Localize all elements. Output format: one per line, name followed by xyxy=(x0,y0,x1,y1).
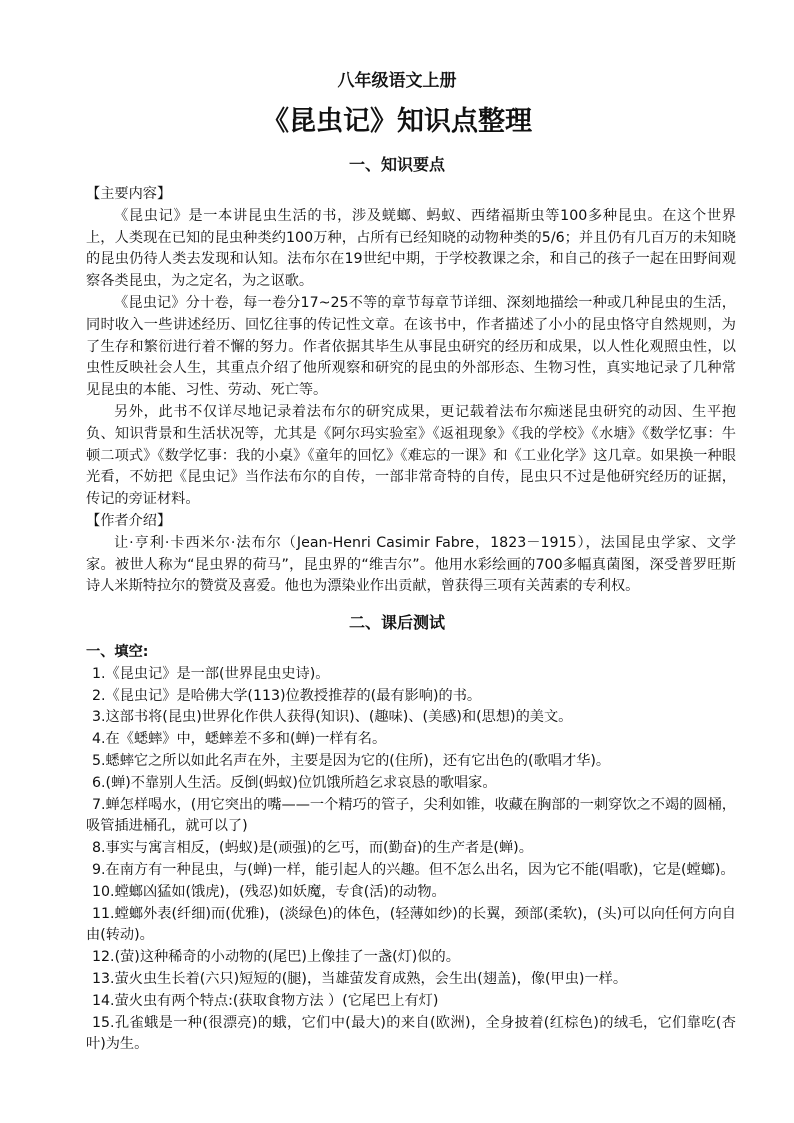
question-item: 1.《昆虫记》是一部(世界昆虫史诗)。 xyxy=(92,665,330,682)
question-item: 6.(蝉)不靠别人生活。反倒(蚂蚁)位饥饿所趋乞求哀恳的歌唱家。 xyxy=(92,774,497,791)
question-item: 9.在南方有一种昆虫，与(蝉)一样，能引起人的兴趣。但不怎么出名，因为它不能(唱歌)，它是(螳螂)。 xyxy=(92,861,735,878)
question-item: 13.萤火虫生长着(六只)短短的(腿)，当雄萤发育成熟，会生出(翅盖)，像(甲虫)一样。 xyxy=(92,970,628,987)
question-item: 7.蝉怎样喝水，(用它突出的嘴——一个精巧的管子，尖利如锥，收藏在胸部的一刺穿饮之不竭的圆桶，吸管插进桶孔，就可以了) xyxy=(86,796,736,835)
section-heading-test: 二、课后测试 xyxy=(348,613,445,632)
paragraph-2: 《昆虫记》分十卷，每一卷分17~25不等的章节每章节详细、深刻地描绘一种或几种昆虫的生活，同时收入一些讲述经历、回忆往事的传记性文章。在该书中，作者描述了小小的昆虫恪守自然规则，为了生存和繁衍进行着不懈的努力。作者依据其毕生从事昆虫研究的经历和成果，以人性化观照虫性，以虫性反映社会人生，其重点介绍了他所观察和研究的昆虫的外部形态、生物习性，真实地记录了几种常见昆虫的本能、习性、劳动、死亡等。 xyxy=(86,294,736,399)
page-title: 《昆虫记》知识点整理 xyxy=(262,106,532,137)
question-item: 2.《昆虫记》是哈佛大学(113)位教授推荐的(最有影响)的书。 xyxy=(92,687,482,704)
knowledge-section-body xyxy=(86,184,736,598)
question-item: 11.螳螂外表(纤细)而(优雅)，(淡绿色)的体色，(轻薄如纱)的长翼，颈部(柔软)，(头)可以向任何方向自由(转动)。 xyxy=(86,905,736,944)
question-item: 4.在《蟋蟀》中，蟋蟀差不多和(蝉)一样有名。 xyxy=(92,731,387,748)
question-item: 3.这部书将(昆虫)世界化作供人获得(知识)、(趣味)、(美感)和(思想)的美文。 xyxy=(92,709,573,726)
grade-heading: 八年级语文上册 xyxy=(337,71,457,91)
question-item: 14.萤火虫有两个特点:(获取食物方法 ）(它尾巴上有灯) xyxy=(92,992,439,1009)
paragraph-3: 另外，此书不仅详尽地记录着法布尔的研究成果，更记载着法布尔痴迷昆虫研究的动因、生平抱负、知识背景和生活状况等，尤其是《阿尔玛实验室》《返祖现象》《我的学校》《水塘》《数学忆事：牛顿二项式》《数学忆事：我的小桌》《童年的回忆》《难忘的一课》和《工业化学》这几章。如果换一种眼光看，不妨把《昆虫记》当作法布尔的自传，一部非常奇特的自传，昆虫只不过是他研究经历的证据，传记的旁证材料。 xyxy=(86,403,736,508)
main-content-label: 【主要内容】 xyxy=(86,186,172,202)
author-label: 【作者介绍】 xyxy=(86,512,172,529)
fill-blank-heading: 一、填空: xyxy=(86,644,149,660)
section-heading-knowledge: 一、知识要点 xyxy=(348,155,445,174)
question-item: 10.螳螂凶猛如(饿虎)，(残忍)如妖魔，专食(活)的动物。 xyxy=(92,883,446,900)
paragraph-author: 让·亨利·卡西米尔·法布尔（Jean-Henri Casimir Fabre，1823－1915），法国昆虫学家、文学家。被世人称为“昆虫界的荷马”，昆虫界的“维吉尔”。他用水彩绘画的700多幅真菌图，深受普罗旺斯诗人米斯特拉尔的赞赏及喜爱。他也为漂染业作出贡献，曾获得三项有关茜素的专利权。 xyxy=(86,534,736,595)
question-item: 5.蟋蟀它之所以如此名声在外，主要是因为它的(住所)，还有它出色的(歌唱才华)。 xyxy=(92,752,611,769)
question-item: 8.事实与寓言相反，(蚂蚁)是(顽强)的乞丐，而(勤奋)的生产者是(蝉)。 xyxy=(92,840,533,857)
question-item: 15.孔雀蛾是一种(很漂亮)的蛾，它们中(最大)的来自(欧洲)，全身披着(红棕色)的绒毛，它们靠吃(杏叶)为生。 xyxy=(86,1014,736,1053)
question-item: 12.(萤)这种稀奇的小动物的(尾巴)上像挂了一盏(灯)似的。 xyxy=(92,949,460,966)
test-section-body xyxy=(86,642,736,1056)
paragraph-1: 《昆虫记》是一本讲昆虫生活的书，涉及蜣螂、蚂蚁、西绪福斯虫等100多种昆虫。在这个世界上，人类现在已知的昆虫种类约100万种，占所有已经知晓的动物种类的5/6；并且仍有几百万的未知晓的昆虫仍待人类去发现和认知。法布尔在19世纪中期，于学校教课之余，和自己的孩子一起在田野间观察各类昆虫，为之定名，为之讴歌。 xyxy=(86,207,736,290)
